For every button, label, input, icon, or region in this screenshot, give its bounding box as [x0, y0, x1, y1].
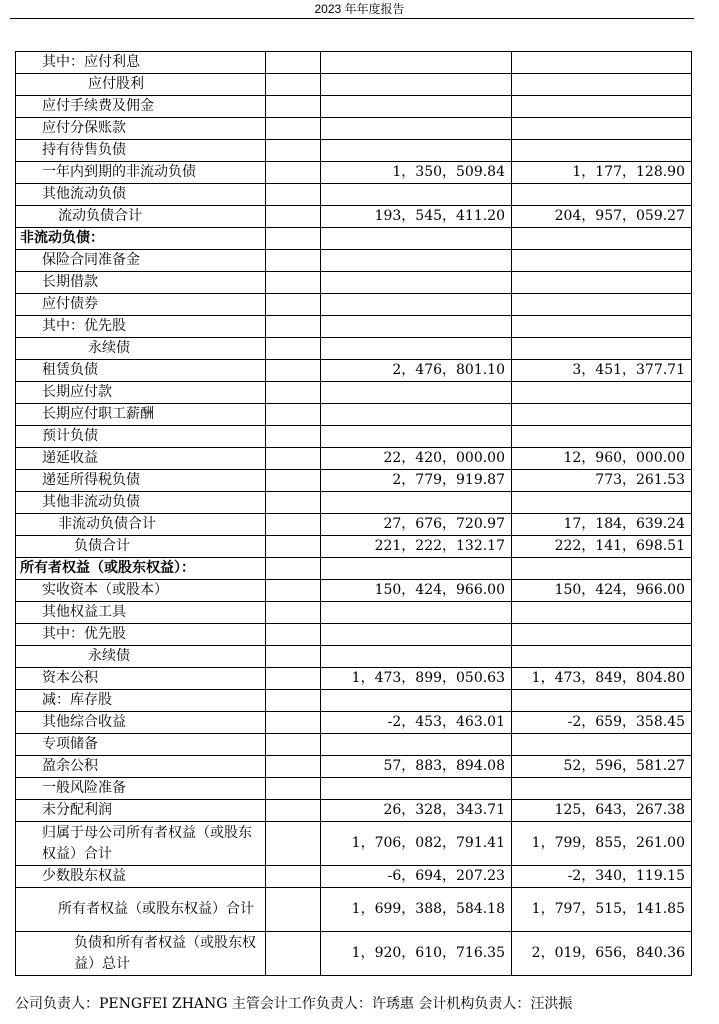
prior-period-value-cell [512, 602, 692, 624]
table-row [16, 74, 692, 96]
note-cell [266, 96, 321, 118]
item-name-cell: 其中：优先股 [16, 316, 266, 338]
prior-period-value-cell: 1，473，849，804.80 [512, 668, 692, 690]
note-cell [266, 712, 321, 734]
current-period-value-cell: 27，676，720.97 [321, 514, 512, 536]
current-period-value-cell [321, 382, 512, 404]
current-period-value-cell: 1，699，388，584.18 [321, 888, 512, 932]
item-name-cell: 负债和所有者权益（或股东权益）总计 [16, 932, 266, 976]
table-row [16, 316, 692, 338]
note-cell [266, 162, 321, 184]
current-period-value-cell: -2，453，463.01 [321, 712, 512, 734]
current-period-value-cell [321, 624, 512, 646]
current-period-value-cell [321, 228, 512, 250]
item-name-cell: 资本公积 [16, 668, 266, 690]
table-row [16, 426, 692, 448]
current-period-value-cell [321, 250, 512, 272]
table-row [16, 558, 692, 580]
current-period-value-cell: 22，420，000.00 [321, 448, 512, 470]
prior-period-value-cell [512, 140, 692, 162]
prior-period-value-cell [512, 228, 692, 250]
prior-period-value-cell: 150，424，966.00 [512, 580, 692, 602]
item-name-cell: 非流动负债合计 [16, 514, 266, 536]
item-name-cell: 持有待售负债 [16, 140, 266, 162]
balance-sheet-body [16, 52, 692, 976]
table-row [16, 624, 692, 646]
item-name-cell: 永续债 [16, 338, 266, 360]
note-cell [266, 184, 321, 206]
prior-period-value-cell: 52，596，581.27 [512, 756, 692, 778]
table-row [16, 52, 692, 74]
item-name-cell: 递延所得税负债 [16, 470, 266, 492]
note-cell [266, 514, 321, 536]
table-row [16, 580, 692, 602]
note-cell [266, 668, 321, 690]
current-period-value-cell [321, 52, 512, 74]
current-period-value-cell: 26，328，343.71 [321, 800, 512, 822]
item-name-cell: 专项储备 [16, 734, 266, 756]
prior-period-value-cell: 1，799，855，261.00 [512, 822, 692, 866]
note-cell [266, 932, 321, 976]
note-cell [266, 602, 321, 624]
prior-period-value-cell: 17，184，639.24 [512, 514, 692, 536]
item-name-cell: 实收资本（或股本） [16, 580, 266, 602]
item-name-cell: 流动负债合计 [16, 206, 266, 228]
item-name-cell: 归属于母公司所有者权益（或股东权益）合计 [16, 822, 266, 866]
current-period-value-cell [321, 96, 512, 118]
prior-period-value-cell [512, 624, 692, 646]
table-row [16, 228, 692, 250]
prior-period-value-cell [512, 294, 692, 316]
item-name-cell: 永续债 [16, 646, 266, 668]
current-period-value-cell [321, 272, 512, 294]
prior-period-value-cell [512, 404, 692, 426]
current-period-value-cell [321, 492, 512, 514]
current-period-value-cell [321, 690, 512, 712]
prior-period-value-cell [512, 558, 692, 580]
prior-period-value-cell: 222，141，698.51 [512, 536, 692, 558]
current-period-value-cell: 221，222，132.17 [321, 536, 512, 558]
current-period-value-cell: 1，706，082，791.41 [321, 822, 512, 866]
note-cell [266, 646, 321, 668]
item-name-cell: 少数股东权益 [16, 866, 266, 888]
note-cell [266, 558, 321, 580]
note-cell [266, 338, 321, 360]
item-name-cell: 未分配利润 [16, 800, 266, 822]
prior-period-value-cell [512, 646, 692, 668]
prior-period-value-cell: -2，659，358.45 [512, 712, 692, 734]
item-name-cell: 一般风险准备 [16, 778, 266, 800]
item-name-cell: 应付手续费及佣金 [16, 96, 266, 118]
item-name-cell: 其他综合收益 [16, 712, 266, 734]
prior-period-value-cell: 1，177，128.90 [512, 162, 692, 184]
note-cell [266, 734, 321, 756]
current-period-value-cell [321, 426, 512, 448]
table-row [16, 734, 692, 756]
note-cell [266, 140, 321, 162]
current-period-value-cell [321, 734, 512, 756]
item-name-cell: 租赁负债 [16, 360, 266, 382]
table-row [16, 96, 692, 118]
prior-period-value-cell [512, 426, 692, 448]
current-period-value-cell [321, 74, 512, 96]
table-row [16, 382, 692, 404]
prior-period-value-cell: 12，960，000.00 [512, 448, 692, 470]
note-cell [266, 888, 321, 932]
note-cell [266, 74, 321, 96]
table-row [16, 272, 692, 294]
table-row [16, 338, 692, 360]
table-row [16, 712, 692, 734]
current-period-value-cell [321, 140, 512, 162]
current-period-value-cell: 2，779，919.87 [321, 470, 512, 492]
item-name-cell: 长期应付款 [16, 382, 266, 404]
item-name-cell: 应付债券 [16, 294, 266, 316]
prior-period-value-cell [512, 316, 692, 338]
table-row [16, 404, 692, 426]
current-period-value-cell [321, 558, 512, 580]
table-row [16, 250, 692, 272]
current-period-value-cell [321, 118, 512, 140]
item-name-cell: 其中：应付利息 [16, 52, 266, 74]
table-row [16, 514, 692, 536]
current-period-value-cell: 193，545，411.20 [321, 206, 512, 228]
note-cell [266, 206, 321, 228]
current-period-value-cell [321, 338, 512, 360]
page-header: 2023 年年度报告 [314, 2, 405, 16]
item-name-cell: 递延收益 [16, 448, 266, 470]
table-row [16, 888, 692, 932]
prior-period-value-cell [512, 382, 692, 404]
current-period-value-cell: -6，694，207.23 [321, 866, 512, 888]
table-row [16, 162, 692, 184]
current-period-value-cell: 150，424，966.00 [321, 580, 512, 602]
table-row [16, 800, 692, 822]
table-row [16, 294, 692, 316]
signature-footer: 公司负责人：PENGFEI ZHANG 主管会计工作负责人：许琇惠 会计机构负责人：汪洪振 [15, 996, 573, 1012]
table-row [16, 492, 692, 514]
header-rule [10, 18, 694, 19]
prior-period-value-cell [512, 272, 692, 294]
table-row [16, 756, 692, 778]
note-cell [266, 580, 321, 602]
current-period-value-cell [321, 404, 512, 426]
prior-period-value-cell [512, 690, 692, 712]
note-cell [266, 866, 321, 888]
current-period-value-cell: 1，350，509.84 [321, 162, 512, 184]
table-row [16, 690, 692, 712]
note-cell [266, 118, 321, 140]
prior-period-value-cell: 125，643，267.38 [512, 800, 692, 822]
current-period-value-cell [321, 184, 512, 206]
item-name-cell: 长期应付职工薪酬 [16, 404, 266, 426]
item-name-cell: 其中：优先股 [16, 624, 266, 646]
prior-period-value-cell [512, 184, 692, 206]
note-cell [266, 822, 321, 866]
prior-period-value-cell: 3，451，377.71 [512, 360, 692, 382]
item-name-cell: 其他非流动负债 [16, 492, 266, 514]
table-row [16, 668, 692, 690]
prior-period-value-cell [512, 250, 692, 272]
note-cell [266, 778, 321, 800]
table-row [16, 118, 692, 140]
note-cell [266, 228, 321, 250]
prior-period-value-cell [512, 778, 692, 800]
note-cell [266, 360, 321, 382]
table-row [16, 448, 692, 470]
note-cell [266, 536, 321, 558]
note-cell [266, 52, 321, 74]
note-cell [266, 294, 321, 316]
table-row [16, 866, 692, 888]
prior-period-value-cell: 1，797，515，141.85 [512, 888, 692, 932]
item-name-cell: 负债合计 [16, 536, 266, 558]
table-row [16, 536, 692, 558]
table-row [16, 778, 692, 800]
note-cell [266, 690, 321, 712]
table-row [16, 470, 692, 492]
note-cell [266, 404, 321, 426]
table-row [16, 360, 692, 382]
prior-period-value-cell: 204，957，059.27 [512, 206, 692, 228]
current-period-value-cell [321, 778, 512, 800]
prior-period-value-cell [512, 96, 692, 118]
item-name-cell: 应付分保账款 [16, 118, 266, 140]
note-cell [266, 800, 321, 822]
prior-period-value-cell: 2，019，656，840.36 [512, 932, 692, 976]
prior-period-value-cell: 773，261.53 [512, 470, 692, 492]
prior-period-value-cell [512, 338, 692, 360]
item-name-cell: 应付股利 [16, 74, 266, 96]
current-period-value-cell [321, 602, 512, 624]
item-name-cell: 保险合同准备金 [16, 250, 266, 272]
note-cell [266, 470, 321, 492]
note-cell [266, 448, 321, 470]
current-period-value-cell [321, 294, 512, 316]
prior-period-value-cell [512, 74, 692, 96]
item-name-cell: 一年内到期的非流动负债 [16, 162, 266, 184]
prior-period-value-cell: -2，340，119.15 [512, 866, 692, 888]
item-name-cell: 非流动负债： [16, 228, 266, 250]
note-cell [266, 492, 321, 514]
current-period-value-cell [321, 316, 512, 338]
table-row [16, 932, 692, 976]
item-name-cell: 减：库存股 [16, 690, 266, 712]
current-period-value-cell: 57，883，894.08 [321, 756, 512, 778]
item-name-cell: 预计负债 [16, 426, 266, 448]
note-cell [266, 624, 321, 646]
current-period-value-cell: 1，920，610，716.35 [321, 932, 512, 976]
table-row [16, 184, 692, 206]
note-cell [266, 316, 321, 338]
current-period-value-cell: 1，473，899，050.63 [321, 668, 512, 690]
prior-period-value-cell [512, 734, 692, 756]
balance-sheet-table [15, 51, 692, 976]
current-period-value-cell: 2，476，801.10 [321, 360, 512, 382]
prior-period-value-cell [512, 492, 692, 514]
current-period-value-cell [321, 646, 512, 668]
note-cell [266, 250, 321, 272]
note-cell [266, 272, 321, 294]
note-cell [266, 756, 321, 778]
prior-period-value-cell [512, 118, 692, 140]
item-name-cell: 所有者权益（或股东权益）： [16, 558, 266, 580]
note-cell [266, 382, 321, 404]
item-name-cell: 所有者权益（或股东权益）合计 [16, 888, 266, 932]
item-name-cell: 长期借款 [16, 272, 266, 294]
table-row [16, 206, 692, 228]
prior-period-value-cell [512, 52, 692, 74]
note-cell [266, 426, 321, 448]
table-row [16, 602, 692, 624]
table-row [16, 822, 692, 866]
item-name-cell: 其他权益工具 [16, 602, 266, 624]
table-row [16, 140, 692, 162]
table-row [16, 646, 692, 668]
item-name-cell: 其他流动负债 [16, 184, 266, 206]
item-name-cell: 盈余公积 [16, 756, 266, 778]
